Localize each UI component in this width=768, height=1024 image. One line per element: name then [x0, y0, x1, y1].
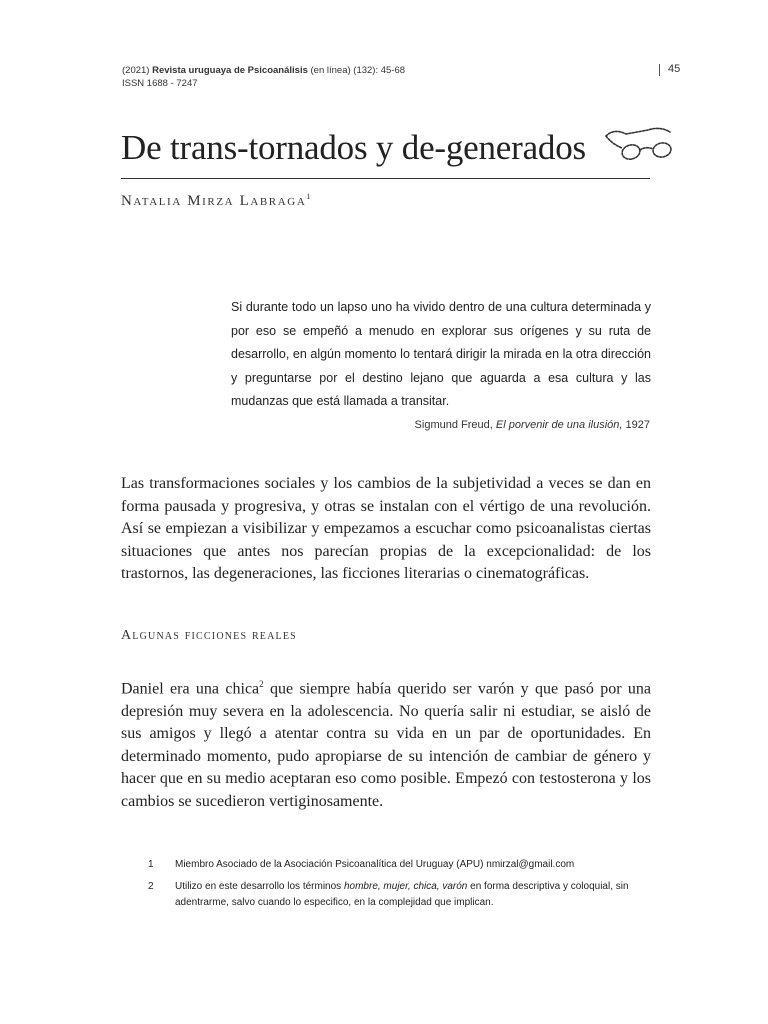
epigraph-source-year: 1927	[625, 419, 650, 431]
title-rule	[121, 178, 650, 179]
epigraph-quote: Si durante todo un lapso uno ha vivido dentro de una cultura determinada y por eso se empeñó a menudo en explorar sus orígenes y su ruta de desarrollo, en algún momento lo tentará dirigir la mirada en la otra dirección y preguntarse por el destino lejano que aguarda a esa cultura y las mudanzas que está llamada a transitar.	[231, 300, 651, 408]
footnote-text-before: Utilizo en este desarrollo los términos	[175, 881, 344, 892]
footnote-number: 1	[148, 859, 154, 870]
epigraph-source	[415, 419, 650, 431]
paragraph-2-footnote-ref: 2	[259, 679, 264, 689]
running-header	[122, 64, 662, 90]
epigraph-source-author: Sigmund Freud,	[414, 419, 493, 431]
footnote-text-italic: hombre, mujer, chica, varón	[343, 881, 468, 892]
eyeglasses-icon	[604, 124, 676, 168]
journal-issn: ISSN 1688 - 7247	[122, 78, 198, 89]
author-footnote-ref: 1	[306, 192, 311, 201]
page-number-divider	[659, 64, 660, 76]
author-name: Natalia Mirza Labraga	[121, 193, 307, 209]
body-paragraph-1: Las transformaciones sociales y los cambios de la subjetividad a veces se dan en forma pausada y progresiva, y otras se instalan con el vértigo de una revolución. Así se empiezan a visibilizar y empezamos a escuchar como psicoanalistas ciertas situaciones que antes nos parecían propias de la excepcionalidad: de los trastornos, las degeneraciones, las ficciones literarias o cinematográficas.	[121, 475, 651, 582]
page-number: 45	[668, 63, 681, 75]
article-title: De trans-tornados y de-generados	[121, 128, 586, 167]
footnote-text-after: en forma descriptiva y coloquial, sin adentrarme, salvo cuando lo especifico, en la complejidad que implican.	[175, 881, 629, 908]
journal-year: (2021)	[122, 65, 150, 76]
journal-citation	[122, 64, 662, 77]
section-heading: Algunas ficciones reales	[121, 628, 297, 643]
journal-online: (en línea)	[310, 65, 351, 76]
footnote-text: Miembro Asociado de la Asociación Psicoanalítica del Uruguay (APU) nmirzal@gmail.com	[175, 859, 575, 870]
epigraph-source-title: El porvenir de una ilusión,	[495, 419, 623, 431]
journal-name: Revista uruguaya de Psicoanálisis	[152, 65, 308, 76]
journal-issue-pages: (132): 45-68	[353, 65, 406, 76]
footnote-number: 2	[148, 881, 154, 892]
paragraph-2-rest: que siempre había querido ser varón y que pasó por una depresión muy severa en la adolescencia. No quería salir ni estudiar, se aisló de sus amigos y llegó a atentar contra su vida en un par de oportunidades. En determinado momento, pudo apropiarse de su intención de cambiar de género y hacer que en su medio aceptaran eso como posible. Empezó con testosterona y los cambios se sucedieron vertiginosamente.	[121, 680, 651, 810]
paragraph-2-start: Daniel era una chica	[121, 680, 260, 698]
footnote-text	[175, 879, 653, 911]
article-author	[121, 192, 310, 210]
body-paragraph-2	[121, 673, 651, 813]
